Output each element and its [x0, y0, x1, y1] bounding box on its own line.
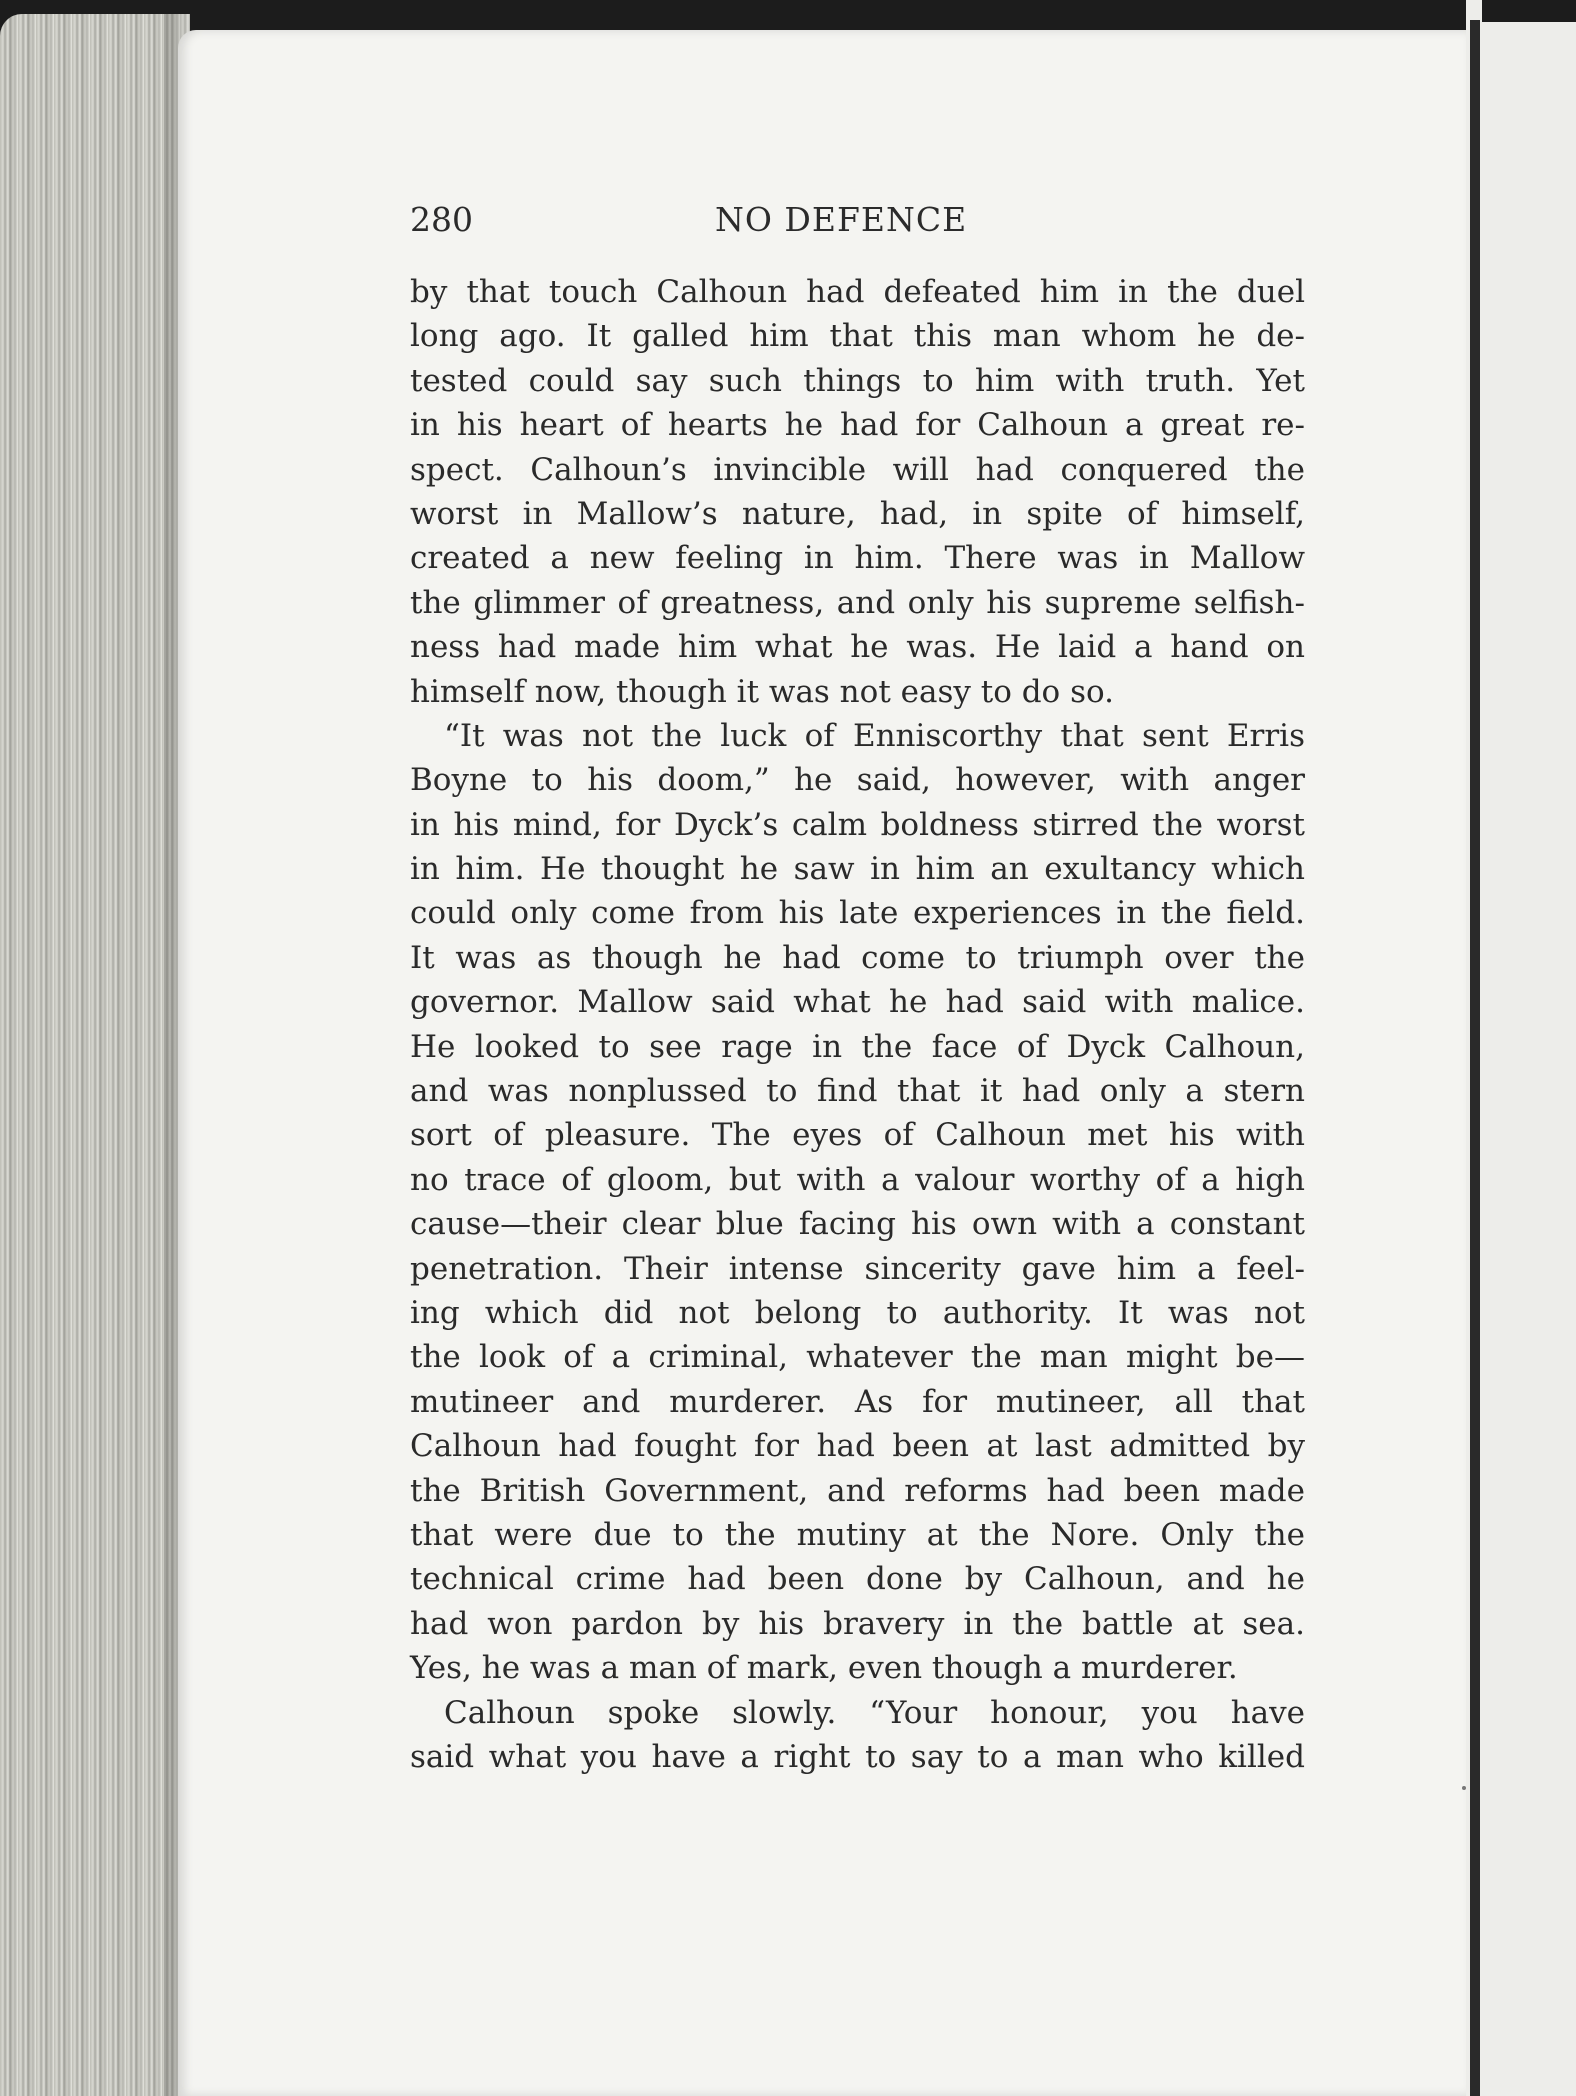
scanner-bed-top [0, 0, 1576, 30]
text-line-paragraph-start: “It was not the luck of Enniscorthy that sent Erris [444, 717, 1305, 754]
text-line: by that touch Calhoun had defeated him in the duel [410, 274, 1305, 310]
text-line: that were due to the mutiny at the Nore. Only the [410, 1516, 1305, 1553]
text-line: said what you have a right to say to a man who killed [410, 1738, 1305, 1775]
text-line: worst in Mallow’s nature, had, in spite of himself, [410, 495, 1305, 532]
text-line: could only come from his late experiences in the field. [410, 895, 1305, 932]
text-line: technical crime had been done by Calhoun, and he [410, 1561, 1305, 1598]
text-line: Boyne to his doom,” he said, however, with anger [410, 762, 1305, 799]
text-line: the British Government, and reforms had been made [410, 1472, 1305, 1509]
text-line: sort of pleasure. The eyes of Calhoun met his with [410, 1117, 1305, 1154]
text-line: It was as though he had come to triumph over the [410, 939, 1305, 976]
book-page-edges [0, 14, 190, 2096]
text-line: in his heart of hearts he had for Calhoun a great re- [410, 407, 1305, 444]
text-line: mutineer and murderer. As for mutineer, all that [410, 1383, 1305, 1420]
text-line: Calhoun had fought for had been at last admitted by [410, 1428, 1305, 1465]
text-line: created a new feeling in him. There was in Mallow [410, 540, 1305, 577]
text-line: governor. Mallow said what he had said with malice. [410, 984, 1305, 1021]
text-line-paragraph-start: Calhoun spoke slowly. “Your honour, you have [444, 1694, 1305, 1731]
text-line: in him. He thought he saw in him an exultancy which [410, 851, 1305, 888]
text-line: cause—their clear blue facing his own with a constant [410, 1206, 1305, 1243]
running-head [410, 200, 1290, 250]
text-line-paragraph-end: himself now, though it was not easy to do so. [410, 673, 1114, 710]
text-line: penetration. Their intense sincerity gave him a feel- [410, 1250, 1305, 1287]
text-line: He looked to see rage in the face of Dyck Calhoun, [410, 1028, 1305, 1065]
text-line: no trace of gloom, but with a valour worthy of a high [410, 1161, 1305, 1198]
page-title: NO DEFENCE [715, 200, 968, 239]
text-line: and was nonplussed to find that it had only a stern [410, 1073, 1305, 1110]
text-line: tested could say such things to him with truth. Yet [410, 362, 1305, 399]
text-line: in his mind, for Dyck’s calm boldness stirred the worst [410, 806, 1305, 843]
text-line: had won pardon by his bravery in the battle at sea. [410, 1605, 1305, 1642]
page-number: 280 [410, 200, 473, 239]
text-line: spect. Calhoun’s invincible will had conquered the [410, 451, 1305, 488]
text-line: long ago. It galled him that this man whom he de- [410, 318, 1305, 355]
body-text [410, 270, 1305, 1779]
text-line-paragraph-end: Yes, he was a man of mark, even though a murderer. [410, 1650, 1238, 1687]
text-line: ness had made him what he was. He laid a hand on [410, 629, 1305, 666]
text-line: the glimmer of greatness, and only his supreme selfish- [410, 584, 1305, 621]
paper-speck [1462, 1786, 1466, 1790]
text-line: ing which did not belong to authority. It was not [410, 1294, 1305, 1331]
next-page-edge [1466, 0, 1576, 2096]
text-line: the look of a criminal, whatever the man might be— [410, 1339, 1305, 1376]
